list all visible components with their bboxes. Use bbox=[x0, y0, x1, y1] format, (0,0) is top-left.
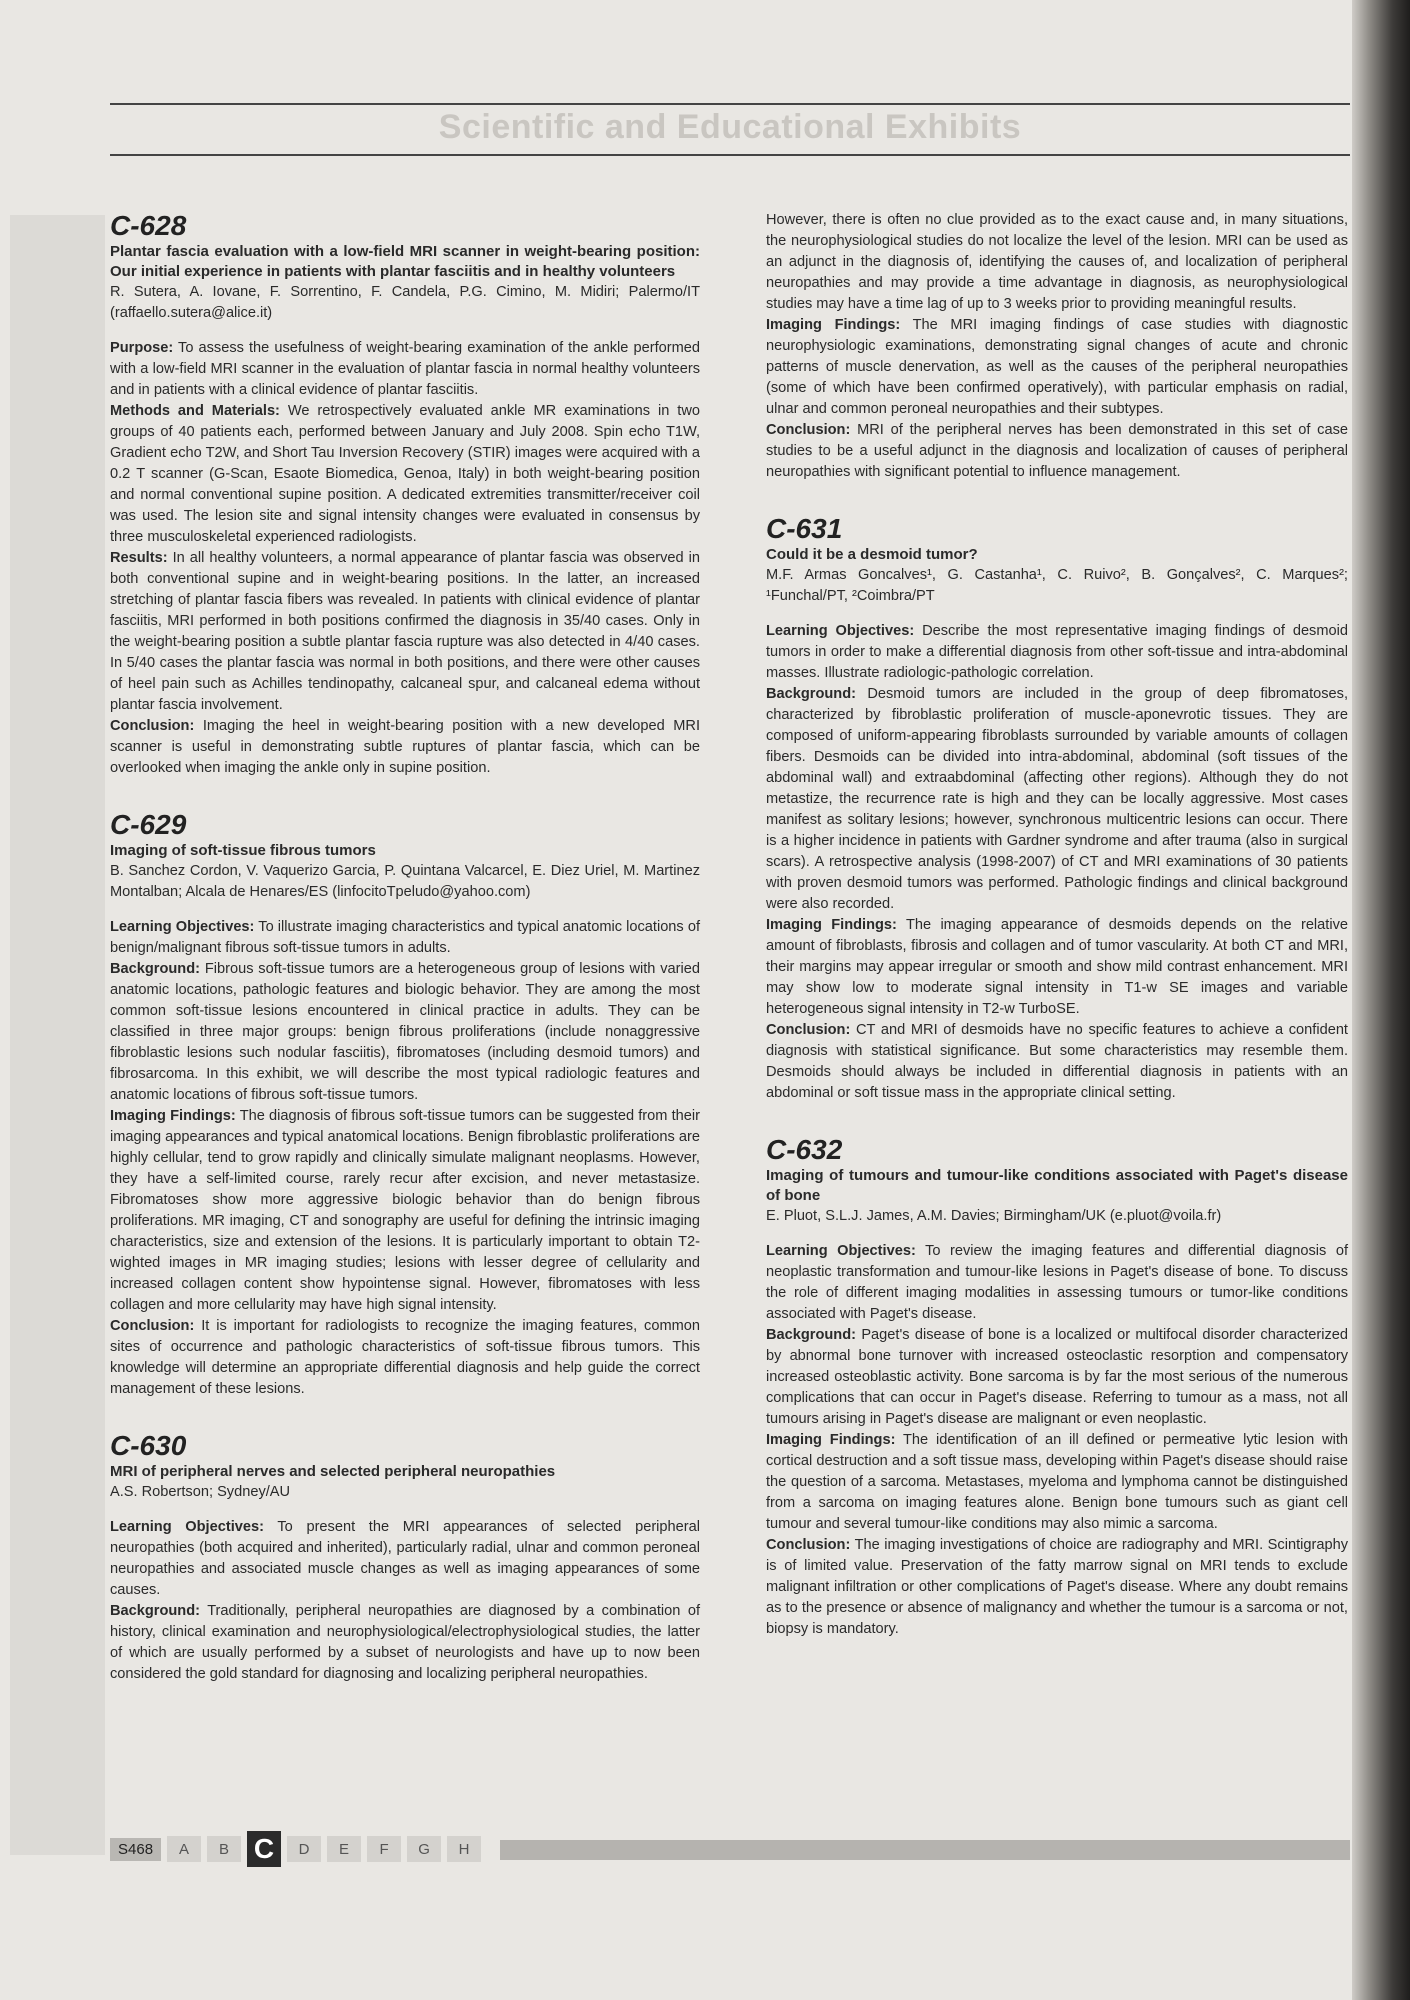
objectives-label: Learning Objectives: bbox=[110, 1519, 264, 1535]
abstract-c629 bbox=[110, 809, 700, 1400]
conclusion-label: Conclusion: bbox=[110, 1318, 195, 1334]
footer-bar bbox=[500, 1840, 1350, 1860]
conclusion-text: The imaging investigations of choice are radiography and MRI. Scintigraphy is of limited value. Preservation of the fatty marrow signal on MRI tends to exclude malignant infiltration or other complications of Paget's disease. Where any doubt remains as to the presence or absence of malignancy and whether the tumour is a sarcoma or not, biopsy is mandatory. bbox=[766, 1537, 1348, 1637]
abstract-title: MRI of peripheral nerves and selected peripheral neuropathies bbox=[110, 1463, 556, 1480]
conclusion-text: CT and MRI of desmoids have no specific features to achieve a confident diagnosis with statistical significance. But some characteristics may resemble them. Desmoids should always be included in differential diagnosis in patients with an abdominal or soft tissue mass in the appropriate clinical setting. bbox=[766, 1022, 1348, 1101]
abstract-authors: M.F. Armas Goncalves¹, G. Castanha¹, C. Ruivo², B. Gonçalves², C. Marques²; ¹Funchal/PT, ²Coimbra/PT bbox=[766, 567, 1348, 604]
purpose-label: Purpose: bbox=[110, 340, 174, 356]
section-letter-h[interactable]: H bbox=[447, 1836, 481, 1862]
section-letter-e[interactable]: E bbox=[327, 1836, 361, 1862]
findings-text: The diagnosis of fibrous soft-tissue tumors can be suggested from their imaging appearances and typical anatomical locations. Benign fibroblastic proliferations are highly cellular, tend to grow rapidly and clinically simulate malignant neoplasms. However, they have a self-limited course, rarely recur after excision, and never metastasize. Fibromatoses show more aggressive biologic behavior than do benign fibrous proliferations. MR imaging, CT and sonography are useful for defining the intrinsic imaging characteristics, size and extension of the lesions. It is particularly important to obtain T2-wighted images in MR imaging studies; lesions with lesser degree of cellularity and increased collagen content show hypointense signal. However, fibromatoses with less collagen and more cellularity may have high signal intensity. bbox=[110, 1108, 700, 1313]
footer-nav bbox=[110, 1833, 487, 1864]
background-continued-text: However, there is often no clue provided as to the exact cause and, in many situations, the neurophysiological studies do not localize the level of the lesion. MRI can be used as an adjunct in the diagnosis of, identifying the causes of, and localization of peripheral neuropathies and may provide a time advantage in diagnosis, as neurophysiological studies may have a time lag of up to 3 weeks prior to providing meaningful results. bbox=[766, 212, 1348, 312]
section-letter-b[interactable]: B bbox=[207, 1836, 241, 1862]
abstract-title: Imaging of tumours and tumour-like conditions associated with Paget's disease of bone bbox=[766, 1167, 1348, 1204]
section-letter-c[interactable]: C bbox=[247, 1831, 281, 1867]
abstract-authors: E. Pluot, S.L.J. James, A.M. Davies; Birmingham/UK (e.pluot@voila.fr) bbox=[766, 1208, 1222, 1224]
conclusion-text: MRI of the peripheral nerves has been demonstrated in this set of case studies to be a useful adjunct in the diagnosis and localization of causes of peripheral neuropathies with significant potential to influence management. bbox=[766, 422, 1348, 480]
scan-shadow-edge bbox=[1352, 0, 1410, 2000]
abstract-c632 bbox=[766, 1134, 1348, 1640]
right-column bbox=[766, 210, 1348, 1640]
abstract-code: C-628 bbox=[110, 210, 187, 241]
abstract-authors: B. Sanchez Cordon, V. Vaquerizo Garcia, P. Quintana Valcarcel, E. Diez Uriel, M. Martinez Montalban; Alcala de Henares/ES (linfocitoTpeludo@yahoo.com) bbox=[110, 863, 700, 900]
objectives-label: Learning Objectives: bbox=[766, 623, 915, 639]
background-text: Fibrous soft-tissue tumors are a heterogeneous group of lesions with varied anatomic locations, pathologic features and biologic behavior. They are among the most common soft-tissue lesions encountered in clinical practice in adults. They can be classified in three major groups: benign fibrous proliferations (include nonaggressive fibroblastic lesions such nodular fasciitis), fibromatoses (including desmoid tumors) and fibrosarcoma. In this exhibit, we will describe the most typical radiologic features and anatomic locations of fibrous soft-tissue tumors. bbox=[110, 961, 700, 1103]
header-bottom-rule bbox=[110, 154, 1350, 156]
conclusion-text: It is important for radiologists to recognize the imaging features, common sites of occurrence and pathologic characteristics of soft-tissue fibrous tumors. This knowledge will determine an appropriate differential diagnosis and help guide the correct management of these lesions. bbox=[110, 1318, 700, 1397]
section-letter-a[interactable]: A bbox=[167, 1836, 201, 1862]
conclusion-label: Conclusion: bbox=[766, 1022, 851, 1038]
conclusion-text: Imaging the heel in weight-bearing position with a new developed MRI scanner is useful in demonstrating subtle ruptures of plantar fascia, which can be overlooked when imaging the ankle only in supine position. bbox=[110, 718, 700, 776]
background-label: Background: bbox=[110, 961, 200, 977]
abstract-title: Imaging of soft-tissue fibrous tumors bbox=[110, 842, 376, 859]
section-side-tab bbox=[10, 215, 105, 1855]
abstract-title: Plantar fascia evaluation with a low-field MRI scanner in weight-bearing position: Our initial experience in patients with plantar fasciitis and in healthy volunteers bbox=[110, 243, 700, 280]
conclusion-label: Conclusion: bbox=[110, 718, 195, 734]
background-text: Paget's disease of bone is a localized or multifocal disorder characterized by abnormal bone turnover with increased osteoclastic resorption and compensatory increased osteoblastic activity. Bone sarcoma is by far the most serious of the numerous complications that can occur in Paget's disease. Referring to tumour as a mass, not all tumours arising in Paget's disease are malignant or even neoplastic. bbox=[766, 1327, 1349, 1427]
abstract-code: C-632 bbox=[766, 1134, 843, 1165]
conclusion-label: Conclusion: bbox=[766, 422, 851, 438]
findings-label: Imaging Findings: bbox=[766, 317, 901, 333]
background-label: Background: bbox=[110, 1603, 200, 1619]
abstract-c631 bbox=[766, 513, 1348, 1104]
findings-label: Imaging Findings: bbox=[110, 1108, 236, 1124]
background-text: Desmoid tumors are included in the group of deep fibromatoses, characterized by fibroblastic proliferation of muscle-aponevrotic tissues. They are composed of uniform-appearing fibroblasts surrounded by variable amounts of collagen fibers. Desmoids can be divided into intra-abdominal, abdominal (soft tissues of the abdominal wall) and extraabdominal (affecting other regions). Although they do not metastize, the recurrence rate is high and they can be locally aggressive. Most cases manifest as solitary lesions; however, synchronous multicentric lesions can occur. There is a higher incidence in patients with Gardner syndrome and after trauma (also in surgical scars). A retrospective analysis (1998-2007) of CT and MRI examinations of 30 patients with proven desmoid tumors was performed. Pathologic findings and clinical background were also recorded. bbox=[766, 686, 1349, 912]
findings-text: The MRI imaging findings of case studies with diagnostic neurophysiologic examinations, demonstrating signal changes of acute and chronic patterns of muscle denervation, as well as the causes of the peripheral neuropathies (some of which have been confirmed operatively), with particular emphasis on radial, ulnar and common peroneal neuropathies and their subtypes. bbox=[766, 317, 1348, 417]
abstract-c628 bbox=[110, 210, 700, 779]
section-letter-f[interactable]: F bbox=[367, 1836, 401, 1862]
methods-text: We retrospectively evaluated ankle MR examinations in two groups of 40 patients each, performed between January and July 2008. Spin echo T1W, Gradient echo T2W, and Short Tau Inversion Recovery (STIR) images were acquired with a 0.2 T scanner (G-Scan, Esaote Biomedica, Genoa, Italy) in both weight-bearing position and normal conventional supine position. A dedicated extremities transmitter/receiver coil was used. The lesion site and signal intensity changes were evaluated in consensus by three musculoskeletal experienced radiologists. bbox=[110, 403, 700, 545]
findings-text: The imaging appearance of desmoids depends on the relative amount of fibroblasts, fibrosis and collagen and of tumor vascularity. At both CT and MRI, their margins may appear irregular or smooth and show mild contrast enhancement. MRI may show low to moderate signal intensity in T1-w SE images and variable heterogeneous signal intensity in T2-w TurboSE. bbox=[766, 917, 1349, 1017]
findings-label: Imaging Findings: bbox=[766, 1432, 896, 1448]
background-label: Background: bbox=[766, 686, 856, 702]
abstract-code: C-631 bbox=[766, 513, 843, 544]
abstract-c630 bbox=[110, 1430, 700, 1685]
abstract-authors: R. Sutera, A. Iovane, F. Sorrentino, F. Candela, P.G. Cimino, M. Midiri; Palermo/IT (raffaello.sutera@alice.it) bbox=[110, 284, 700, 321]
abstract-code: C-630 bbox=[110, 1430, 187, 1461]
conclusion-label: Conclusion: bbox=[766, 1537, 851, 1553]
results-label: Results: bbox=[110, 550, 168, 566]
page-header-title: Scientific and Educational Exhibits bbox=[438, 108, 1022, 146]
abstract-authors: A.S. Robertson; Sydney/AU bbox=[110, 1484, 291, 1500]
objectives-text: To review the imaging features and differential diagnosis of neoplastic transformation and tumour-like lesions in Paget's disease of bone. To discuss the role of different imaging modalities in assessing tumours or tumor-like conditions associated with Paget's disease. bbox=[766, 1243, 1349, 1322]
objectives-text: Describe the most representative imaging findings of desmoid tumors in order to make a differential diagnosis from other soft-tissue and intra-abdominal masses. Illustrate radiologic-pathologic correlation. bbox=[766, 623, 1348, 681]
objectives-label: Learning Objectives: bbox=[766, 1243, 916, 1259]
purpose-text: To assess the usefulness of weight-bearing examination of the ankle performed with a low-field MRI scanner in the evaluation of plantar fascia in normal healthy volunteers and in patients with a clinical evidence of plantar fasciitis. bbox=[110, 340, 700, 398]
page-number: S468 bbox=[110, 1838, 161, 1861]
findings-text: The identification of an ill defined or permeative lytic lesion with cortical destruction and a soft tissue mass, developing within Paget's disease should raise the question of a sarcoma. Metastases, myeloma and lymphoma cannot be distinguished from a sarcoma on imaging features alone. Benign bone tumours such as giant cell tumour and several tumour-like conditions may also mimic a sarcoma. bbox=[766, 1432, 1348, 1532]
section-letter-g[interactable]: G bbox=[407, 1836, 441, 1862]
objectives-label: Learning Objectives: bbox=[110, 919, 255, 935]
objectives-text: To present the MRI appearances of selected peripheral neuropathies (both acquired and inherited), particularly radial, ulnar and common peroneal neuropathies and associated muscle changes as well as imaging appearances of some causes. bbox=[110, 1519, 700, 1598]
abstract-code: C-629 bbox=[110, 809, 187, 840]
findings-label: Imaging Findings: bbox=[766, 917, 897, 933]
results-text: In all healthy volunteers, a normal appearance of plantar fascia was observed in both conventional supine and in weight-bearing positions. In the latter, an increased stretching of plantar fascia fibers was revealed. In patients with clinical evidence of plantar fasciitis, MRI performed in both positions confirmed the diagnosis in 35/40 cases. Only in the weight-bearing position a subtle plantar fascia rupture was also detected in 4/40 cases. In 5/40 cases the plantar fascia was normal in both positions, and there were other causes of heel pain such as Achilles tendinopathy, calcaneal spur, and calcaneal edema without plantar fascia involvement. bbox=[110, 550, 700, 713]
section-letter-d[interactable]: D bbox=[287, 1836, 321, 1862]
objectives-text: To illustrate imaging characteristics and typical anatomic locations of benign/malignant fibrous soft-tissue tumors in adults. bbox=[110, 919, 701, 956]
methods-label: Methods and Materials: bbox=[110, 403, 280, 419]
background-text: Traditionally, peripheral neuropathies are diagnosed by a combination of history, clinical examination and neurophysiological/electrophysiological studies, the latter of which are usually performed by a subset of neurologists and have up to now been considered the gold standard for diagnosing and localizing peripheral neuropathies. bbox=[110, 1603, 700, 1682]
left-column bbox=[110, 210, 700, 1685]
abstract-title: Could it be a desmoid tumor? bbox=[766, 546, 978, 563]
header-top-rule bbox=[110, 103, 1350, 105]
abstract-c630-continued bbox=[766, 210, 1348, 483]
background-label: Background: bbox=[766, 1327, 856, 1343]
